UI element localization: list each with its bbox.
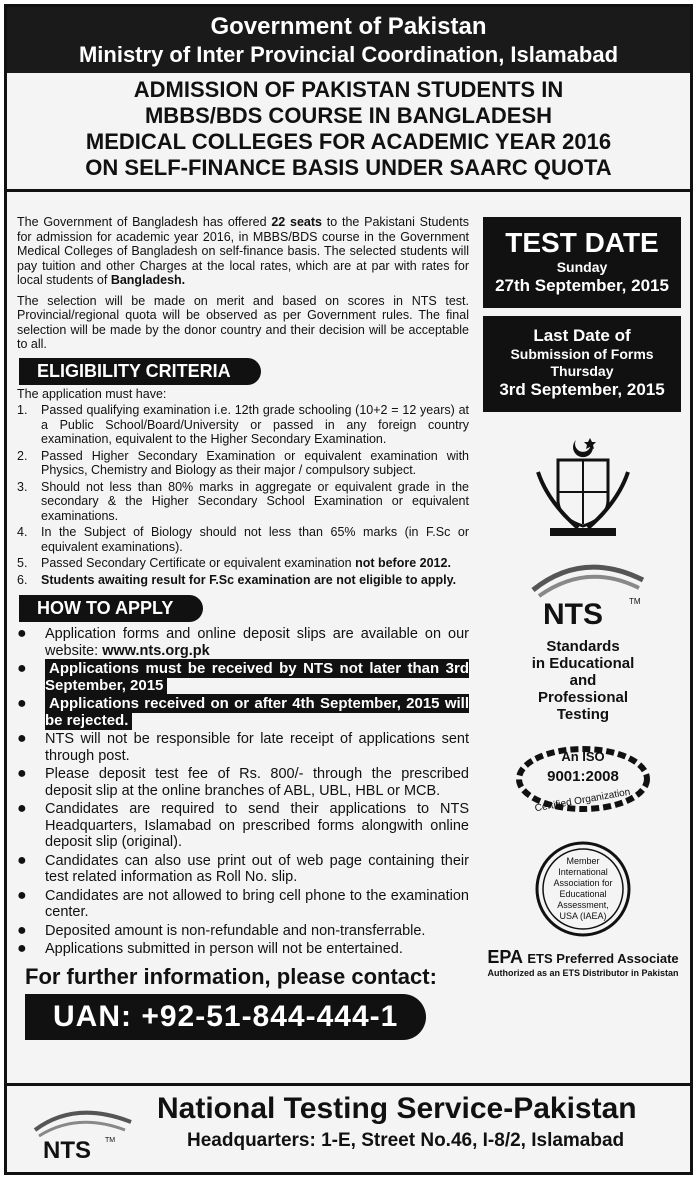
test-date-box [483, 217, 681, 308]
item-number: 1. [17, 403, 28, 417]
list-item [17, 403, 469, 447]
iso-line-3: Certified Organization [533, 786, 632, 815]
bullet-icon: ● [17, 921, 27, 939]
list-item [17, 661, 469, 694]
item-text: Candidates are required to send their applications to NTS Headquarters, Islamabad on prescribed forms alongwith online deposit slip (original). [45, 801, 469, 850]
header-banner [7, 7, 690, 73]
intro-text-a: The Government of Bangladesh has offered [17, 215, 272, 229]
intro-paragraph-1 [7, 215, 477, 288]
item-number: 6. [17, 572, 28, 587]
seats-count: 22 seats [271, 215, 322, 229]
title-line-1: ADMISSION OF PAKISTAN STUDENTS IN [133, 77, 564, 102]
standards-line-1: Standards [546, 638, 620, 655]
footer [7, 1083, 690, 1172]
deadline-date: 3rd September, 2015 [499, 380, 665, 399]
item-text: Passed Higher Secondary Examination or equivalent examination with Physics, Chemistry and Biology as their major / compulsory subject. [41, 448, 469, 477]
bullet-icon: ● [17, 695, 27, 712]
standards-text [477, 638, 689, 723]
title-line-4: ON SELF-FINANCE BASIS UNDER SAARC QUOTA [85, 155, 612, 180]
item-text: Applications submitted in person will not be entertained. [45, 941, 403, 957]
deadline-title: Last Date of [533, 326, 631, 345]
iso-certification-icon [508, 739, 658, 819]
contact-label: For further information, please contact: [25, 963, 437, 989]
website-link[interactable]: www.nts.org.pk [102, 642, 210, 659]
nts-footer-text: NTS [43, 1137, 91, 1162]
item-text: Deposited amount is non-refundable and non-transferrable. [45, 922, 426, 939]
iaea-member-icon [533, 839, 633, 939]
side-column [477, 209, 689, 978]
list-item [17, 449, 469, 478]
list-item [17, 923, 469, 940]
iaea-line-6: USA (IAEA) [559, 911, 607, 921]
deadline-day: Thursday [550, 363, 614, 379]
list-item [17, 888, 469, 921]
item-text [45, 696, 469, 729]
list-item [17, 556, 469, 571]
title-line-3: MEDICAL COLLEGES FOR ACADEMIC YEAR 2016 [85, 129, 612, 154]
bullet-icon: ● [17, 800, 27, 817]
intro-paragraph-2: The selection will be made on merit and based on scores in NTS test. Provincial/regional quota will be observed as per Government rules. The final selection will be made by the donor country and their decision will be acceptable to all. [17, 293, 469, 351]
test-date-title: TEST DATE [505, 227, 659, 258]
bullet-icon: ● [17, 765, 27, 782]
test-day: Sunday [556, 259, 608, 275]
iaea-line-3: Association for [553, 878, 613, 888]
list-item [17, 573, 469, 588]
nts-logo-icon [513, 550, 653, 634]
nts-logo-tm: TM [629, 597, 641, 606]
deadline-sub: Submission of Forms [510, 346, 654, 362]
item-text: Passed qualifying examination i.e. 12th grade schooling (10+2 = 12 years) at a Public School/Board/University or passed in any foreign country examination, equivalent to the Higher Secondary Examination. [41, 403, 469, 446]
iaea-line-2: International [558, 867, 608, 877]
intro-text-b: to the Pakistani Students for admission for academic year 2016, in MBBS/BDS course in the Government Medical Colleges of Bangladesh on self-finance basis. The selected students will pay tuition and other Charges at the local rates, which are at par with rates for local students of [17, 215, 469, 287]
apply-website-text: Application forms and online deposit slips are available on our website: [45, 626, 469, 659]
nts-footer-logo-icon [29, 1100, 139, 1162]
list-item [17, 480, 469, 524]
standards-line-4: Professional [537, 689, 629, 706]
item-text: Candidates can also use print out of web page containing their test related information as Roll No. slip. [45, 852, 469, 885]
list-item [17, 766, 469, 799]
iaea-line-4: Educational [559, 889, 607, 899]
bullet-icon: ● [17, 940, 27, 957]
epa-sub: ETS Preferred Associate [527, 951, 679, 966]
iso-line-1: An ISO [561, 749, 605, 764]
standards-line-5: Testing [556, 706, 610, 723]
item-number: 4. [17, 525, 28, 539]
advertisement-page [4, 4, 693, 1175]
title-line-2: MBBS/BDS COURSE IN BANGLADESH [144, 103, 553, 128]
item-number: 2. [17, 448, 28, 463]
list-item [17, 941, 469, 958]
organization-name: National Testing Service-Pakistan [157, 1092, 637, 1125]
bullet-icon: ● [17, 886, 27, 904]
item-number: 5. [17, 556, 28, 570]
apply-list [7, 626, 477, 958]
epa-text: EPA [487, 947, 523, 967]
standards-line-2: in Educational [531, 655, 635, 672]
deadline-highlight: Applications must be received by NTS not later than 3rd September, 2015 [45, 660, 469, 694]
item-text: Students awaiting result for F.Sc examination are not eligible to apply. [41, 572, 457, 587]
item-5-bold: not before 2012. [355, 556, 451, 570]
item-text: Candidates are not allowed to bring cell phone to the examination center. [45, 887, 469, 920]
epa-title [477, 947, 689, 968]
nts-footer-tm: TM [105, 1137, 116, 1144]
main-column [7, 209, 477, 1040]
list-item [17, 853, 469, 886]
nts-logo-text: NTS [543, 598, 603, 631]
item-text [41, 556, 469, 571]
epa-note: Authorized as an ETS Distributor in Pakistan [487, 968, 679, 978]
eligibility-heading: ELIGIBILITY CRITERIA [19, 358, 261, 385]
intro-country: Bangladesh. [110, 273, 186, 287]
bullet-icon: ● [17, 660, 27, 677]
eligibility-lead: The application must have: [17, 386, 167, 401]
list-item [17, 801, 469, 851]
bullet-icon: ● [17, 851, 27, 869]
item-text: Please deposit test fee of Rs. 800/- through the prescribed deposit slip at the online branches of ABL, UBL, HBL or MCB. [45, 766, 469, 799]
bullet-icon: ● [17, 625, 27, 642]
list-item [17, 525, 469, 554]
item-5-text: Passed Secondary Certificate or equivalent examination [41, 556, 356, 570]
uan-number[interactable]: UAN: +92-51-844-444-1 [25, 994, 426, 1040]
standards-line-3: and [569, 672, 597, 689]
ad-title [7, 73, 690, 192]
item-text: NTS will not be responsible for late receipt of applications sent through post. [45, 731, 469, 764]
deadline-box [483, 316, 681, 412]
iaea-line-5: Assessment, [557, 900, 609, 910]
epa-badge [477, 947, 689, 978]
list-item [17, 696, 469, 729]
item-text [45, 661, 469, 694]
iaea-line-1: Member [566, 856, 600, 866]
list-item [17, 626, 469, 659]
item-number: 3. [17, 479, 28, 494]
item-text: In the Subject of Biology should not less than 65% marks (in F.Sc or equivalent examinations). [41, 525, 469, 554]
government-title: Government of Pakistan [210, 13, 487, 40]
pakistan-emblem-icon [528, 432, 638, 540]
ministry-title: Ministry of Inter Provincial Coordination, Islamabad [78, 42, 619, 67]
rejection-highlight: Applications received on or after 4th September, 2015 will be rejected. [45, 695, 469, 729]
eligibility-list [7, 403, 477, 587]
list-item [17, 731, 469, 764]
how-to-apply-heading: HOW TO APPLY [19, 595, 203, 622]
iso-line-2: 9001:2008 [547, 768, 619, 785]
bullet-icon: ● [17, 730, 27, 747]
headquarters-address: Headquarters: 1-E, Street No.46, I-8/2, Islamabad [187, 1130, 625, 1151]
item-text: Should not less than 80% marks in aggregate or equivalent grade in the secondary & the Higher Secondary School Examination or equivalent examinations. [41, 479, 469, 523]
item-text [45, 626, 469, 659]
test-date: 27th September, 2015 [495, 276, 669, 295]
